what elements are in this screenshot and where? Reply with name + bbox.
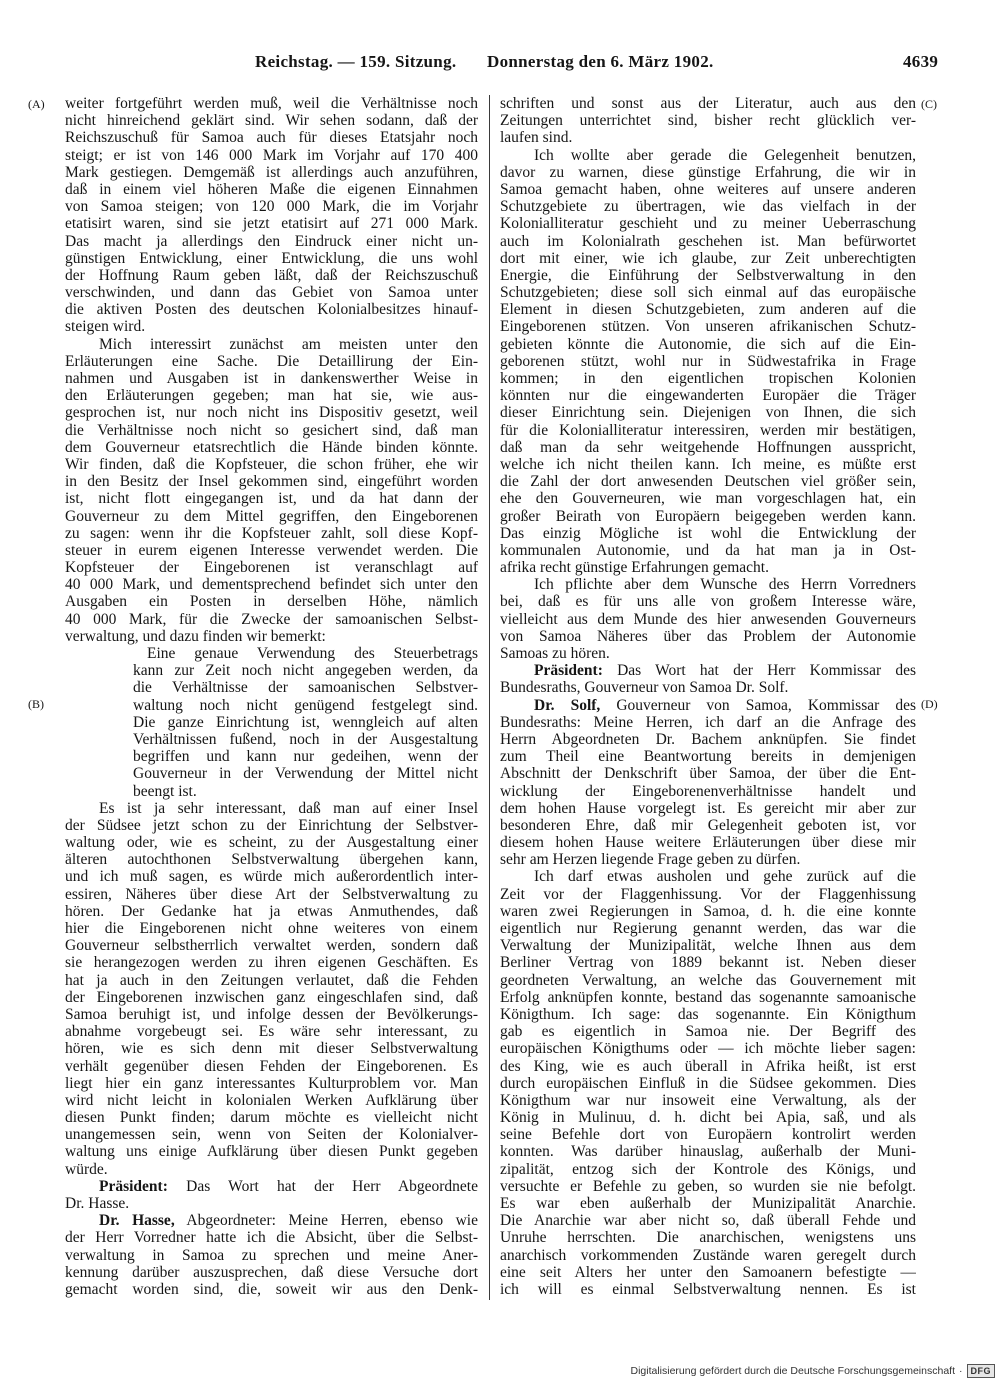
text-line: eigentlich nur Regierung genannt werden, das war die [500,920,916,937]
text-line: versuchte er Befehle zu geben, so wurden sie nie befolgt. [500,1177,916,1195]
text-line: laufen sind. [500,129,573,147]
text-line: essiren, Näheres über diese Art der Selbstverwaltung zu [65,885,478,903]
text-line: daß in einem viel höheren Maße die eigenen Einnahmen [65,180,478,198]
text-line: Bundesraths, Gouverneur von Samoa Dr. Solf. [500,679,789,697]
text-line: wicklung der Eingeborenenverhältnisse handelt und [500,782,916,800]
text-line: Eine genaue Verwendung des Steuerbetrags [147,645,478,662]
text-line: schriften und sonst aus der Literatur, auch aus den [500,95,916,112]
text-line: diesem hohen Hause weitere Erläuterungen über diese mir [500,834,916,852]
text-line: hören, wie es sich denn mit dieser Selbstverwaltung [65,1040,478,1058]
dfg-logo: DFG [967,1364,996,1378]
text-line: zipalität, entzog sich der Kontrole des Königs, und [500,1160,916,1178]
text-line: König in Mulinuu, d. h. dicht bei Apia, saß, und als [500,1109,916,1127]
text-line: kennung darüber auszusprechen, daß diese Versuche dort [65,1263,478,1281]
speaker-name: Dr. Hasse, [99,1212,175,1230]
text-line: beengt ist. [133,782,197,800]
text-line: europäischen Königthums oder — ich möchte lieber sagen: [500,1040,916,1058]
line-text: Das Wort hat der Herr Kommissar des [617,662,916,680]
text-line: die Verhältnisse der samoanischen Selbstver- [133,679,478,697]
paragraph [500,147,916,577]
text-line: wird nicht leicht in kolonialen Werken Aufklärung über [65,1091,478,1109]
text-line: Herrn Abgeordneten Dr. Bachem anknüpfen. Sie findet [500,730,916,748]
text-line: Ich darf etwas ausholen und gehe zurück auf die [534,868,916,886]
text-line: sehr am Herzen liegende Frage geben zu dürfen. [500,851,801,869]
margin-label-b: (B) [28,697,44,711]
text-line: Abschnitt der Denkschrift über Samoa, der über die Ent- [500,765,916,783]
text-line: zu sagen: wenn ihr die Kopfsteuer zahlt, soll diese Kopf- [65,524,478,542]
text-line: Element in diesen Schutzgebieten, zum anderen auf die [500,301,916,319]
text-line: und ich muß sagen, es würde mich außerordentlich inter- [65,868,478,886]
text-line: kann zur Zeit noch nicht angegeben werden, da [133,662,478,680]
text-line: abnahme vorgebeugt sei. Es wäre sehr interessant, zu [65,1023,478,1041]
page-number: 4639 [903,52,939,71]
text-line: welche ich nicht theilen kann. Ich meine, es müßte erst [500,455,916,473]
text-line: für die Kolonialliteratur interessiren, werden mir bestätigen, [500,421,916,439]
text-line: dieser Einrichtung sein. Diejenigen von Ihnen, die sich [500,404,916,422]
text-line: Unruhe herrschten. Die anarchischen, wenigstens uns [500,1229,916,1247]
margin-label-c: (C) [921,97,937,111]
text-line: Samoas zu hören. [500,645,610,662]
text-line: eine seit Alters her unter den Samoanern befestigte — [500,1263,916,1281]
footer-separator: · [959,1365,963,1377]
text-line: gebieten könnte die Autonomie, die sich auf die Ein- [500,335,916,353]
text-line: dem Gouverneur etatsrechtlich die Hände binden könnte. [65,438,478,456]
text-line: verwaltung in Samoa zu sprechen und meine Aner- [65,1246,478,1264]
text-line: Gouverneur in der Verwendung der Mittel nicht [133,765,478,783]
text-line: Eingeborenen stützen. Von unseren afrikanischen Schutz- [500,318,916,336]
text-line: gesprochen ist, nur noch nicht ins Dispositiv gesetzt, weil [65,404,478,422]
text-line: Mich interessirt zunächst am meisten unter den [99,335,478,353]
text-line: Gouverneur selbstherrlich verwaltet werden, sondern daß [65,937,478,955]
text-line: hören. Der Gedanke hat ja etwas Anmuthendes, daß [65,902,478,920]
text-line: Das macht ja allerdings den Eindruck einer nicht un- [65,232,478,250]
text-line: Ausgaben ein Posten in derselben Höhe, nämlich [65,593,478,611]
text-line: bei, daß es für uns alle von großem Interesse wäre, [500,593,916,611]
text-line: die aktiven Posten des deutschen Kolonialbesitzes hinauf- [65,301,478,319]
text-line: der Hoffnung Raum geben läßt, daß der Reichszuschuß [65,266,478,284]
text-line: gab es eigentlich in Samoa nie. Der Begriff des [500,1023,916,1041]
quote-block [133,645,478,800]
text-line: verschwinden, und dann das Gebiet von Samoa unter [65,284,478,302]
text-line: waltung uns einige Aufklärung über diesen Punkt gegeben [65,1143,478,1161]
text-line: davor zu warnen, diese günstige Erfahrung, die wir in [500,163,916,181]
text-line: afrika recht günstige Erfahrungen gemacht. [500,559,769,577]
text-line: Kolonialliteratur geschieht und zu meiner Ueberraschung [500,215,916,233]
text-line: Königthum war nur insoweit eine Verwaltung, als der [500,1091,916,1109]
text-line [65,1178,478,1195]
text-line: des King, wie es auch überall in Afrika heißt, ist erst [500,1057,916,1075]
speech-paragraph [65,1178,478,1212]
text-line: Schutzgebieten; diese soll sich einmal auf das europäische [500,284,916,302]
paragraph [65,800,478,1178]
text-line: besonderen Ehre, daß mir Gelegenheit geboten ist, vor [500,816,916,834]
text-line: von Samoa Näheres über das Problem der Autonomie [500,627,916,645]
text-line: Ich wollte aber gerade die Gelegenheit benutzen, [534,146,916,164]
text-line: hier die Eingeborenen nicht ohne weiteres von einem [65,920,478,937]
running-head-session: Reichstag. — 159. Sitzung. [255,52,457,71]
text-line: Königthum. Ich sage: das sogenannte. Ein Königthum [500,1005,916,1023]
text-line: würde. [65,1160,108,1178]
text-line: Erfolg anknüpfen konnte, bestand das sogenannte samoanische [500,988,916,1006]
text-line: Die ganze Einrichtung ist, wenngleich auf alten [133,713,478,731]
text-line: der Südsee jetzt schon zu der Einrichtung der Selbstver- [65,816,478,834]
text-line: der Eingeborenen inzwischen ganz eingeschlafen sind, daß [65,988,478,1006]
text-line: daß man da sehr weitgehende Hoffnungen ausspricht, [500,438,916,456]
text-line: Verwaltung der Munizipalität, welche Ihnen aus dem [500,937,916,955]
speech-paragraph [65,1212,478,1298]
text-line: waltung oder, wie es scheint, zu der Ausgestaltung einer [65,834,478,852]
text-line: 40 000 Mark, und dementsprechend befindet sich unter den [65,576,478,594]
text-line: auch im Kolonialrath geschehen ist. Man befürwortet [500,232,916,250]
text-line: Samoa beruhigt ist, und infolge dessen der Bevölkerungs- [65,1005,478,1023]
text-line: Energie, die Einführung der Selbstverwaltung in den [500,266,916,284]
right-column [500,95,916,1298]
line-text: Abgeordneter: Meine Herren, ebenso wie [186,1212,478,1230]
running-head-date: Donnerstag den 6. März 1902. [487,52,714,71]
speech-paragraph [500,697,916,869]
text-line: Zeitungen unterrichtet sind, bisher recht glücklich ver- [500,112,916,130]
text-line: Kopfsteuer der Eingeborenen ist veranschlagt auf [65,559,478,577]
text-line: nicht hinreichend geklärt sind. Wir sehen sodann, daß der [65,112,478,130]
text-line: etatisirt waren, sind sie jetzt etatisirt auf 271 000 Mark. [65,215,478,233]
text-line: nahmen und Ausgaben ist in dankenswerther Weise in [65,370,478,387]
column-divider [489,95,490,1300]
paragraph [65,336,478,645]
text-line: Es ist ja sehr interessant, daß man auf einer Insel [99,799,478,817]
text-line: Mark gestiegen. Demgemäß ist allerdings auch anzuführen, [65,163,478,181]
text-line: Bundesraths: Meine Herren, ich darf an die Anfrage des [500,713,916,731]
text-line: ehe den Gouverneuren, wie man vorgeschlagen hat, ein [500,490,916,508]
text-line: Schutzgebiete zu übertragen, wie das vielfach in der [500,198,916,216]
line-text: Gouverneur von Samoa, Kommissar des [616,696,916,714]
text-line: begriffen und kann nur gedeihen, wenn der [133,748,478,766]
text-line: Ich pflichte aber dem Wunsche des Herrn Vorredners [534,576,916,594]
text-line: 40 000 Mark, für die Zwecke der samoanischen Selbst- [65,610,478,628]
text-line [65,1212,478,1229]
text-line: Das einzig Mögliche ist wohl die Entwicklung der [500,524,916,542]
text-line: liegt hier ein ganz interessantes Kulturproblem vor. Man [65,1074,478,1092]
text-line: konnten. Was darüber hinauslag, außerhalb der Muni- [500,1143,916,1161]
text-line: verwaltung, und dazu finden wir bemerkt: [65,627,326,645]
text-line: Erläuterungen eine Sache. Die Detaillirung der Ein- [65,352,478,370]
text-line: geordneten Verwaltung, an welche das Gouvernement mit [500,971,916,989]
text-line: dort mit einer, wie ich glaube, zur Zeit unberechtigten [500,249,916,267]
paragraph [65,95,478,336]
text-line: unangemessen sein, wenn von Seiten der Kolonialver- [65,1126,478,1144]
text-line: Die Anarchie war aber nicht so, daß überall Fehde und [500,1212,916,1230]
text-line: Gouverneur zu dem Mittel gegriffen, den Eingeborenen [65,507,478,525]
text-line: Es war eben außerhalb der Munizipalität Anarchie. [500,1195,916,1212]
text-line: die Verhältnisse noch nicht so gesichert sind, daß man [65,421,478,439]
text-line: Reichszuschuß für Samoa auch für dieses Etatsjahr noch [65,129,478,147]
text-line: waren zwei Regierungen in Samoa, d. h. die eine konnte [500,902,916,920]
line-text: Das Wort hat der Herr Abgeordnete [186,1177,478,1195]
text-line [500,697,916,714]
text-line: Berliner Vertrag von 1889 bekannt ist. Neben dieser [500,954,916,972]
text-line [500,662,916,679]
text-line: älteren autochthonen Selbstverwaltung übergehen kann, [65,851,478,869]
speaker-name: Präsident: [99,1177,168,1195]
text-line: seine Befehle dort von Europäern kontrolirt werden [500,1126,916,1144]
text-line: gemacht worden sind, die, soweit wir aus den Denk- [65,1280,478,1298]
digitization-footer [630,1364,995,1378]
text-line: die Zahl der dort anwesenden Deutschen viel größer sein, [500,473,916,491]
text-line: steigt; er ist von 146 000 Mark im Vorjahr auf 170 400 [65,146,478,164]
text-line: durch europäischen Einfluß in die Südsee gekommen. Dies [500,1074,916,1092]
paragraph [500,868,916,1298]
text-line: steuer in eurem eigenen Interesse verwendet werden. Die [65,541,478,559]
text-line: zum Theil eine Beantwortung bereits in demjenigen [500,748,916,766]
speaker-name: Dr. Solf, [534,696,601,714]
text-line: geborenen stützt, wohl nur in Südwestafrika in Frage [500,352,916,370]
text-line: könnten nur die eingewanderten Europäer die Träger [500,387,916,405]
text-line: vielleicht aus dem Munde des hier anwesenden Gouverneurs [500,610,916,628]
text-line: diesen Punkt finden; darum möchte es vielleicht nicht [65,1109,478,1127]
text-line: der Herr Vorredner hatte ich die Absicht, über die Selbst- [65,1229,478,1247]
text-line: waltung noch nicht genügend festgelegt sind. [133,696,478,714]
text-line: anarchisch vorkommenden Zustände waren geregelt durch [500,1246,916,1264]
paragraph [500,95,916,147]
text-line: von Samoa steigen; von 120 000 Mark, die im Vorjahr [65,198,478,216]
text-line: hat ja auch in den Zeitungen verlautet, daß die Fehden [65,971,478,989]
text-line: ich will es einmal Selbstverwaltung nennen. Es ist [500,1280,916,1298]
text-line: sie herangezogen werden zu ihren eigenen Geschäften. Es [65,954,478,972]
footer-credit-text: Digitalisierung gefördert durch die Deutsche Forschungsgemeinschaft [630,1365,955,1377]
text-line: kommen; in den eigentlichen tropischen Kolonien [500,370,916,387]
left-column [65,95,478,1298]
text-line: weiter fortgeführt werden muß, weil die Verhältnisse noch [65,95,478,112]
speaker-name: Präsident: [534,662,603,680]
text-line: günstigen Entwicklung, einer Entwicklung, die uns wohl [65,249,478,267]
margin-label-a: (A) [28,97,45,111]
text-line: steigen wird. [65,318,146,336]
text-line: dem hohen Hause vorgelegt ist. Es gereicht mir aber zur [500,799,916,817]
text-line: Wir finden, daß die Kopfsteuer, die schon früher, ehe wir [65,455,478,473]
text-line: Samoa gemacht haben, ohne weiteres auf unsere anderen [500,180,916,198]
paragraph [500,576,916,662]
text-line: den Erläuterungen gegeben; man hat sie, wie aus- [65,387,478,405]
text-line: in den Besitz der Insel gekommen sind, eingeführt worden [65,473,478,491]
text-line: Verhältnissen fußend, noch in der Ausgestaltung [133,730,478,748]
text-line: Dr. Hasse. [65,1195,130,1212]
speech-paragraph [500,662,916,696]
margin-label-d: (D) [921,697,938,711]
text-line: Zeit vor der Flaggenhissung. Vor der Flaggenhissung [500,885,916,903]
text-line: großer Beirath von Europäern beigegeben werden kann. [500,507,916,525]
text-line: kommunalen Autonomie, und da hat man ja in Ost- [500,541,916,559]
text-line: ist, nicht flott eingegangen ist, und da hat dann der [65,490,478,508]
text-line: verhält gegenüber diesen Fehden der Eingeborenen. Es [65,1057,478,1075]
